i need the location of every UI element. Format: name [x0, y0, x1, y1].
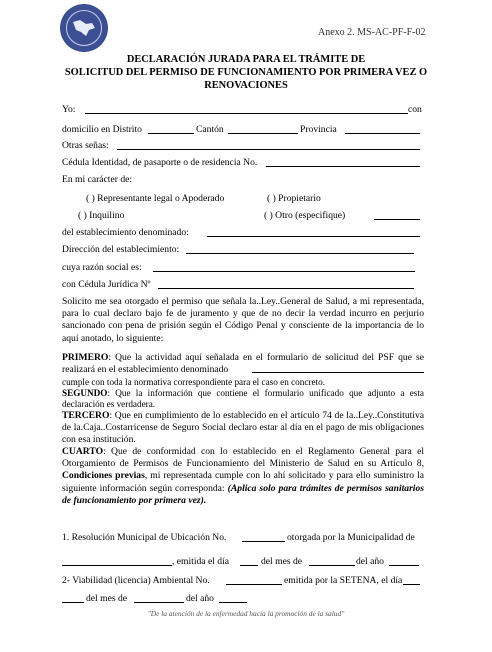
otras-senas-field[interactable]: [117, 149, 420, 150]
tercero-text: : Que en cumplimiento de lo establecido en el artículo 74 de la..Ley..Constitutiva de la.Caja..Costarricense de Seguro Social declaro estar al día en el pago de mis obligaciones con esa institución.: [62, 410, 424, 446]
item1-day-field[interactable]: [240, 565, 258, 566]
primero-text: : Que la actividad aquí señalada en el formulario de solicitud del PSF que se realizará en el establecimiento denominado: [62, 352, 424, 376]
tercero-label: TERCERO: [62, 410, 110, 421]
primero-text-2: cumple con toda la normativa correspondiente para el caso en concreto.: [62, 377, 326, 387]
tercero-paragraph: [62, 410, 424, 447]
cuarto-paragraph: [62, 446, 424, 507]
item1-mes-label: del mes de: [261, 556, 303, 567]
option-representante[interactable]: ( ) Representante legal o Apoderado: [86, 193, 225, 204]
cuarto-label: CUARTO: [62, 446, 104, 457]
provincia-field[interactable]: [345, 133, 420, 134]
segundo-label: SEGUNDO: [62, 388, 108, 398]
cuarto-bold: Condiciones previas: [62, 470, 145, 482]
item2-day-field-2[interactable]: [62, 602, 84, 603]
cuarto-text-2: , mi representada cumple con lo ahí solicitado y para ello suministro la siguiente información según corresponda:: [62, 470, 424, 494]
direccion-label: Dirección del establecimiento:: [62, 244, 180, 255]
document-title-line1: DECLARACIÓN JURADA PARA EL TRÁMITE DE: [126, 54, 366, 65]
segundo-paragraph: [62, 388, 424, 410]
cedula-juridica-field[interactable]: [158, 288, 414, 289]
option-propietario[interactable]: ( ) Propietario: [267, 193, 321, 204]
map-icon: [72, 18, 96, 38]
ministry-logo: [60, 4, 108, 52]
item1-municipalidad-field[interactable]: [62, 565, 172, 566]
cedula-field[interactable]: [266, 166, 420, 167]
item2-ano-label: del año: [186, 593, 214, 604]
yo-label: Yo:: [62, 104, 76, 115]
provincia-label: Provincia: [300, 124, 337, 135]
distrito-field[interactable]: [148, 133, 194, 134]
caracter-label: En mi carácter de:: [62, 174, 133, 185]
razon-social-label: cuya razón social es:: [62, 262, 142, 273]
yo-suffix: con: [408, 104, 422, 115]
item2-setena-label: emitida por la SETENA, el día: [284, 575, 403, 586]
otro-field[interactable]: [374, 219, 420, 220]
cedula-juridica-label: con Cédula Jurídica Nº: [62, 279, 151, 290]
otras-senas-label: Otras señas:: [62, 140, 109, 151]
item2-label: 2- Viabilidad (licencia) Ambiental No.: [62, 575, 210, 586]
request-paragraph: Solicito me sea otorgado el permiso que señala la..Ley..General de Salud, a mi representada, para lo cual declaro bajo fe de juramento y que de no decir la verdad incurro en perjurio sancionado con pena de prisión según el Código Penal y consciente de la importancia de lo aquí anotado, lo siguiente:: [62, 296, 424, 344]
canton-field[interactable]: [228, 133, 298, 134]
option-inquilino[interactable]: ( ) Inquilino: [78, 210, 125, 221]
item1-year-field[interactable]: [389, 565, 419, 566]
primero-establishment-field[interactable]: [252, 372, 424, 373]
document-title-line3: RENOVACIONES: [204, 80, 288, 91]
item2-day-field[interactable]: [403, 584, 420, 585]
document-title-line2: SOLICITUD DEL PERMISO DE FUNCIONAMIENTO POR PRIMERA VEZ O: [64, 67, 428, 78]
primero-label: PRIMERO: [62, 352, 109, 363]
item1-emitida-label: , emitida el día: [172, 556, 230, 567]
item2-month-field[interactable]: [134, 602, 184, 603]
segundo-text: : Que la información que contiene el formulario unificado que adjunto a esta declaración es verdadera.: [62, 388, 424, 409]
item1-municipalidad-label: otorgada por la Municipalidad de: [287, 532, 415, 543]
establecimiento-label: del establecimiento denominado:: [62, 227, 189, 238]
cuarto-italic: (Aplica solo para trámites de permisos sanitarios de funcionamiento por primera vez).: [62, 482, 424, 506]
item1-number-field[interactable]: [242, 541, 285, 542]
annex-code: Anexo 2. MS-AC-PF-F-02: [318, 27, 426, 38]
name-field[interactable]: [85, 113, 408, 114]
razon-social-field[interactable]: [153, 271, 415, 272]
cuarto-text: : Que de conformidad con lo establecido en el Reglamento General para el Otorgamiento de Permisos de Funcionamiento del Ministerio de Salud en su Artículo 8,: [62, 446, 424, 470]
canton-label: Cantón: [196, 124, 224, 135]
item2-number-field[interactable]: [226, 584, 282, 585]
item2-mes-label: del mes de: [86, 593, 128, 604]
domicilio-label: domicilio en Distrito: [62, 124, 142, 135]
item1-ano-label: del año: [356, 556, 384, 567]
item2-year-field[interactable]: [219, 602, 247, 603]
item1-month-field[interactable]: [309, 565, 355, 566]
direccion-field[interactable]: [186, 253, 414, 254]
option-otro[interactable]: ( ) Otro (especifique): [264, 210, 346, 221]
item1-label: 1. Resolución Municipal de Ubicación No.: [62, 532, 227, 543]
footer-slogan: "De la atención de la enfermedad hacia la promoción de la salud": [147, 609, 345, 618]
establecimiento-field[interactable]: [207, 236, 420, 237]
cedula-label: Cédula Identidad, de pasaporte o de residencia No.: [62, 157, 258, 168]
